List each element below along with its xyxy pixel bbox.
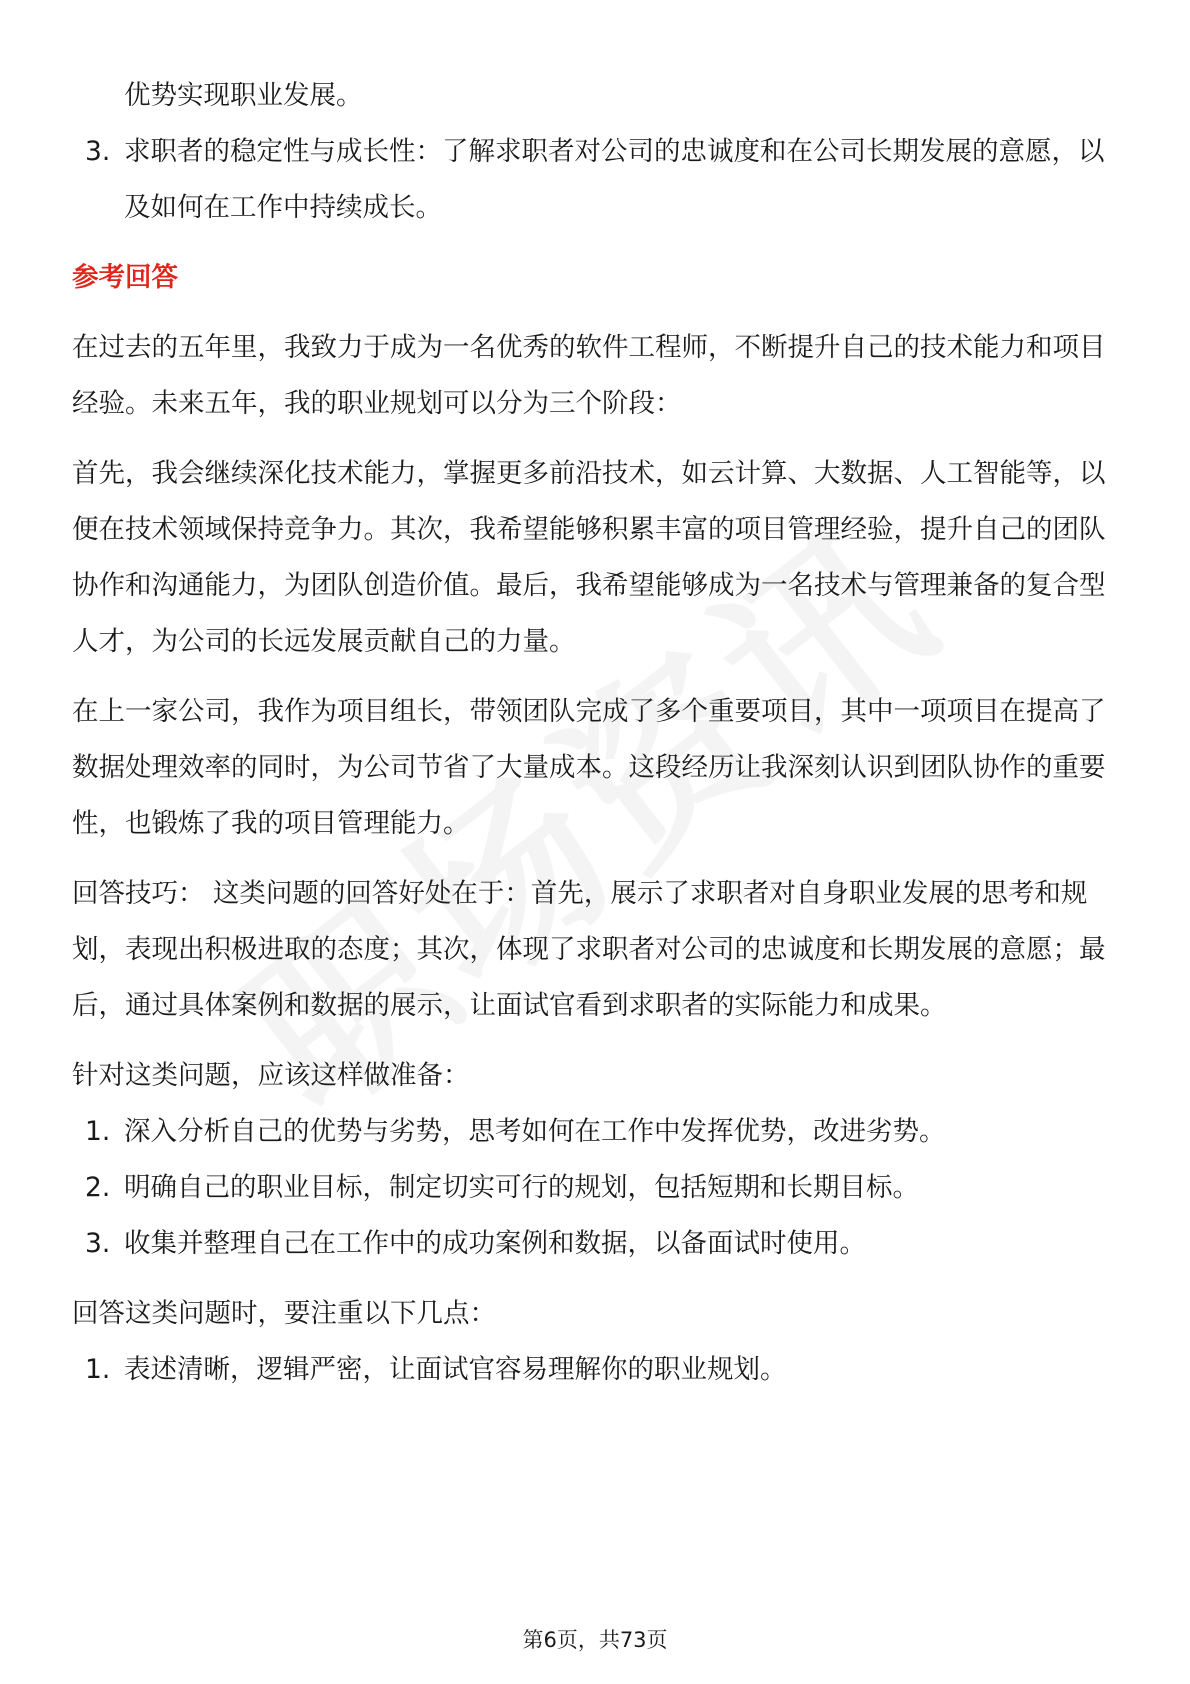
list-item: [72, 1342, 1122, 1398]
list-item: [72, 1160, 1122, 1216]
document-body: [72, 68, 1122, 1398]
prep-intro: 针对这类问题，应该这样做准备：: [72, 1060, 470, 1091]
list-item-text: 深入分析自己的优势与劣势，思考如何在工作中发挥优势，改进劣势。: [124, 1116, 946, 1147]
list-item-continuation: 优势实现职业发展。: [124, 80, 363, 111]
paragraph-intro: 在过去的五年里，我致力于成为一名优秀的软件工程师，不断提升自己的技术能力和项目经验。未来五年，我的职业规划可以分为三个阶段：: [72, 332, 1106, 419]
list-item: [72, 1216, 1122, 1272]
list-number: 2.: [85, 1172, 111, 1203]
answer-heading: 参考回答: [72, 262, 178, 293]
criteria-list: [72, 124, 1122, 236]
list-item-text: 收集并整理自己在工作中的成功案例和数据，以备面试时使用。: [124, 1228, 866, 1259]
paragraph-tips: 回答技巧： 这类问题的回答好处在于：首先，展示了求职者对自身职业发展的思考和规划，表现出积极进取的态度；其次，体现了求职者对公司的忠诚度和长期发展的意愿；最后，通过具体案例和数据的展示，让面试官看到求职者的实际能力和成果。: [72, 878, 1106, 1021]
list-number: 3.: [85, 136, 111, 167]
list-item-text: 表述清晰，逻辑严密，让面试官容易理解你的职业规划。: [124, 1354, 787, 1385]
paragraph-experience: 在上一家公司，我作为项目组长，带领团队完成了多个重要项目，其中一项项目在提高了数据处理效率的同时，为公司节省了大量成本。这段经历让我深刻认识到团队协作的重要性，也锻炼了我的项目管理能力。: [72, 696, 1106, 839]
list-item-text: 明确自己的职业目标，制定切实可行的规划，包括短期和长期目标。: [124, 1172, 919, 1203]
prep-list: [72, 1104, 1122, 1272]
list-number: 3.: [85, 1228, 111, 1259]
list-item: [72, 1104, 1122, 1160]
points-list: [72, 1342, 1122, 1398]
list-number: 1.: [85, 1116, 111, 1147]
list-item: [72, 124, 1122, 236]
page-footer: 第6页，共73页: [522, 1628, 668, 1652]
list-number: 1.: [85, 1354, 111, 1385]
paragraph-plan: 首先，我会继续深化技术能力，掌握更多前沿技术，如云计算、大数据、人工智能等，以便在技术领域保持竞争力。其次，我希望能够积累丰富的项目管理经验，提升自己的团队协作和沟通能力，为团队创造价值。最后，我希望能够成为一名技术与管理兼备的复合型人才，为公司的长远发展贡献自己的力量。: [72, 458, 1106, 657]
list-item-text: 求职者的稳定性与成长性：了解求职者对公司的忠诚度和在公司长期发展的意愿，以及如何在工作中持续成长。: [124, 136, 1105, 223]
points-intro: 回答这类问题时，要注重以下几点：: [72, 1298, 496, 1329]
